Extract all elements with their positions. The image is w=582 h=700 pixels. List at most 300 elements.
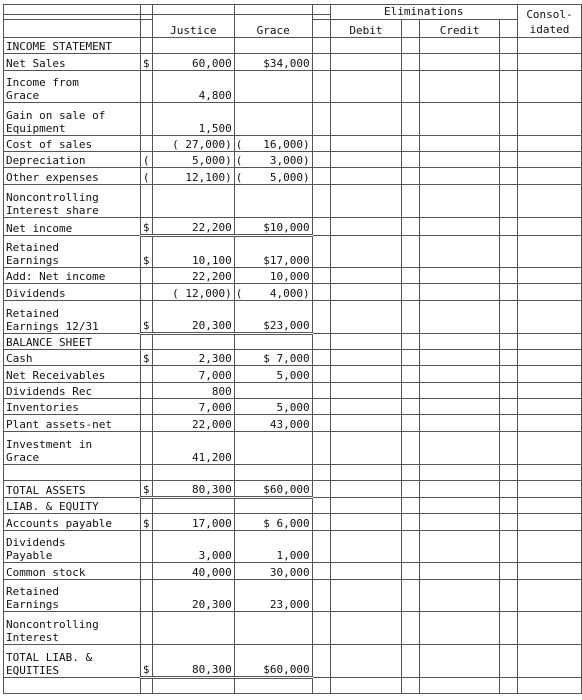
credit-amount-cell <box>420 366 500 383</box>
grace-amount: $17,000 <box>263 254 310 267</box>
grace-amount-cell <box>234 531 312 563</box>
worksheet-row <box>4 465 582 481</box>
consolidated-amount-cell <box>518 415 582 432</box>
justice-prefix-cell <box>140 136 152 152</box>
debit-ref-cell <box>312 38 330 54</box>
debit-amount-cell <box>330 563 402 580</box>
debit-amount-cell <box>330 103 402 136</box>
credit-ref-cell <box>402 334 420 350</box>
consolidated-ref-cell <box>500 236 518 268</box>
grace-amount-cell <box>234 678 312 694</box>
credit-amount-cell <box>420 301 500 334</box>
row-label <box>4 465 141 481</box>
justice-prefix-cell <box>140 415 152 432</box>
justice-header: Justice <box>152 15 234 38</box>
grace-amount: 23,000 <box>269 598 310 611</box>
credit-ref-cell <box>402 563 420 580</box>
grace-amount-cell <box>234 54 312 71</box>
consolidated-ref-cell <box>500 645 518 678</box>
justice-amount-cell: 20,300 <box>152 301 234 334</box>
debit-amount-cell <box>330 415 402 432</box>
justice-prefix-cell: $ <box>140 236 152 268</box>
justice-prefix-cell <box>140 71 152 103</box>
credit-amount-cell <box>420 383 500 399</box>
credit-ref-cell <box>402 38 420 54</box>
justice-prefix-cell <box>140 383 152 399</box>
grace-amount-cell <box>234 136 312 152</box>
justice-prefix-cell: $ <box>140 350 152 366</box>
grace-amount: 5,000) <box>269 171 310 184</box>
debit-ref-cell <box>312 136 330 152</box>
row-label: Inventories <box>4 399 141 415</box>
row-label <box>4 678 141 694</box>
credit-ref-cell <box>402 218 420 236</box>
debit-ref-cell <box>312 168 330 185</box>
debit-ref-cell <box>312 580 330 612</box>
debit-amount-cell <box>330 71 402 103</box>
debit-ref-cell <box>312 152 330 168</box>
row-label: Add: Net income <box>4 268 141 284</box>
justice-prefix-cell <box>140 103 152 136</box>
credit-ref-cell <box>402 580 420 612</box>
debit-ref-cell <box>312 350 330 366</box>
justice-prefix-cell: $ <box>140 218 152 236</box>
debit-ref-cell <box>312 366 330 383</box>
grace-amount-cell <box>234 366 312 383</box>
debit-ref-cell <box>312 612 330 645</box>
debit-ref-cell <box>312 103 330 136</box>
consolidated-amount-cell <box>518 236 582 268</box>
justice-amount-cell: 12,100) <box>152 168 234 185</box>
justice-amount-cell: 800 <box>152 383 234 399</box>
consolidated-amount-cell <box>518 465 582 481</box>
worksheet-row <box>4 678 582 694</box>
debit-ref-cell <box>312 531 330 563</box>
consolidated-ref-cell <box>500 185 518 218</box>
grace-header: Grace <box>234 15 312 38</box>
grace-amount-cell <box>234 152 312 168</box>
credit-ref-cell <box>402 531 420 563</box>
blank-header-cell <box>4 5 141 15</box>
consolidated-ref-cell <box>500 415 518 432</box>
credit-ref-cell <box>402 236 420 268</box>
debit-ref-cell <box>312 383 330 399</box>
debit-ref-cell <box>312 498 330 514</box>
grace-amount-cell <box>234 103 312 136</box>
debit-amount-cell <box>330 465 402 481</box>
credit-ref-cell <box>402 645 420 678</box>
worksheet-row <box>4 514 582 531</box>
consolidated-amount-cell <box>518 38 582 54</box>
grace-amount-cell <box>234 563 312 580</box>
credit-ref-cell <box>402 71 420 103</box>
credit-amount-cell <box>420 284 500 301</box>
debit-ref-cell <box>312 563 330 580</box>
justice-prefix-cell: $ <box>140 645 152 678</box>
worksheet-row <box>4 218 582 236</box>
row-label: Cost of sales <box>4 136 141 152</box>
debit-amount-cell <box>330 531 402 563</box>
grace-amount-cell <box>234 38 312 54</box>
grace-amount-cell <box>234 383 312 399</box>
row-label: Noncontrolling Interest share <box>4 185 141 218</box>
justice-prefix-cell <box>140 678 152 694</box>
consolidated-ref-cell <box>500 563 518 580</box>
grace-amount: $60,000 <box>263 483 310 496</box>
grace-amount: 5,000 <box>276 401 310 414</box>
credit-ref-cell <box>402 185 420 218</box>
grace-amount-cell <box>234 284 312 301</box>
consolidated-ref-cell <box>500 152 518 168</box>
debit-amount-cell <box>330 481 402 498</box>
consolidated-ref-cell <box>500 268 518 284</box>
consolidated-amount-cell <box>518 531 582 563</box>
worksheet-row <box>4 185 582 218</box>
debit-amount-cell <box>330 612 402 645</box>
consolidated-ref-cell <box>500 678 518 694</box>
debit-amount-cell <box>330 54 402 71</box>
grace-amount-cell <box>234 218 312 236</box>
grace-amount: 43,000 <box>269 418 310 431</box>
justice-prefix-cell <box>140 268 152 284</box>
credit-amount-cell <box>420 678 500 694</box>
justice-prefix-cell <box>140 399 152 415</box>
justice-amount-cell: 40,000 <box>152 563 234 580</box>
debit-header: Debit <box>330 20 402 38</box>
credit-ref-cell <box>402 612 420 645</box>
debit-amount-cell <box>330 514 402 531</box>
consolidated-amount-cell <box>518 563 582 580</box>
worksheet-row <box>4 284 582 301</box>
grace-amount: 16,000) <box>263 138 310 151</box>
worksheet-row <box>4 563 582 580</box>
justice-amount-cell: 7,000 <box>152 399 234 415</box>
credit-ref-cell <box>402 399 420 415</box>
justice-amount-cell: 22,200 <box>152 218 234 236</box>
credit-ref-cell <box>402 498 420 514</box>
consolidated-amount-cell <box>518 301 582 334</box>
credit-ref-cell <box>402 284 420 301</box>
grace-amount: 1,000 <box>276 549 310 562</box>
credit-amount-cell <box>420 136 500 152</box>
consolidated-amount-cell <box>518 432 582 465</box>
consolidated-amount-cell <box>518 678 582 694</box>
grace-amount: 5,000 <box>276 369 310 382</box>
justice-prefix-cell <box>140 334 152 350</box>
row-label: TOTAL ASSETS <box>4 481 141 498</box>
grace-amount: 10,000 <box>269 270 310 283</box>
justice-prefix-cell <box>140 38 152 54</box>
worksheet-row <box>4 334 582 350</box>
justice-amount-cell: ( 12,000) <box>152 284 234 301</box>
justice-amount-cell: 4,800 <box>152 71 234 103</box>
grace-amount: $ 7,000 <box>263 352 310 365</box>
consolidated-ref-cell <box>500 54 518 71</box>
justice-amount-cell: 22,000 <box>152 415 234 432</box>
justice-amount-cell <box>152 612 234 645</box>
worksheet-row <box>4 268 582 284</box>
row-label: Investment in Grace <box>4 432 141 465</box>
justice-amount-cell <box>152 678 234 694</box>
justice-prefix-cell <box>140 366 152 383</box>
credit-amount-cell <box>420 498 500 514</box>
worksheet-table <box>3 4 582 694</box>
consolidated-ref-cell <box>500 465 518 481</box>
justice-prefix-cell <box>140 284 152 301</box>
consolidated-ref-cell <box>500 334 518 350</box>
worksheet-row <box>4 645 582 678</box>
debit-amount-cell <box>330 185 402 218</box>
consolidated-amount-cell <box>518 103 582 136</box>
debit-ref-cell <box>312 185 330 218</box>
grace-prefix: ( <box>235 171 243 184</box>
debit-amount-cell <box>330 580 402 612</box>
debit-amount-cell <box>330 136 402 152</box>
consolidated-ref-cell <box>500 366 518 383</box>
grace-prefix: ( <box>235 287 243 300</box>
justice-prefix-cell: ( <box>140 168 152 185</box>
debit-ref-cell <box>312 54 330 71</box>
consolidated-ref-cell <box>500 399 518 415</box>
consolidated-ref-cell <box>500 136 518 152</box>
credit-ref-cell <box>402 152 420 168</box>
worksheet-row <box>4 399 582 415</box>
justice-amount-cell: 41,200 <box>152 432 234 465</box>
grace-amount: $23,000 <box>263 319 310 332</box>
row-label: BALANCE SHEET <box>4 334 141 350</box>
row-label: INCOME STATEMENT <box>4 38 141 54</box>
row-label: Noncontrolling Interest <box>4 612 141 645</box>
grace-amount-cell <box>234 645 312 678</box>
credit-ref-cell <box>402 103 420 136</box>
credit-amount-cell <box>420 185 500 218</box>
worksheet-row <box>4 38 582 54</box>
debit-amount-cell <box>330 383 402 399</box>
credit-ref-cell <box>402 366 420 383</box>
justice-amount-cell: 20,300 <box>152 580 234 612</box>
consolidated-amount-cell <box>518 399 582 415</box>
credit-ref-cell <box>402 432 420 465</box>
credit-amount-cell <box>420 465 500 481</box>
consolidated-ref-cell <box>500 383 518 399</box>
debit-amount-cell <box>330 218 402 236</box>
worksheet-row <box>4 498 582 514</box>
justice-prefix-cell <box>140 612 152 645</box>
row-label: Plant assets-net <box>4 415 141 432</box>
justice-amount-cell: 22,200 <box>152 268 234 284</box>
debit-ref-cell <box>312 465 330 481</box>
consolidated-ref-cell <box>500 514 518 531</box>
debit-amount-cell <box>330 152 402 168</box>
credit-amount-cell <box>420 38 500 54</box>
consolidated-amount-cell <box>518 152 582 168</box>
debit-amount-cell <box>330 645 402 678</box>
justice-amount-cell: 5,000) <box>152 152 234 168</box>
credit-ref-cell <box>402 301 420 334</box>
justice-amount-cell <box>152 498 234 514</box>
row-label: Cash <box>4 350 141 366</box>
row-label: Dividends <box>4 284 141 301</box>
worksheet-row <box>4 136 582 152</box>
consolidated-amount-cell <box>518 383 582 399</box>
blank-header-cell <box>234 5 312 15</box>
worksheet-row <box>4 71 582 103</box>
row-label: Net Receivables <box>4 366 141 383</box>
credit-amount-cell <box>420 334 500 350</box>
consolidated-amount-cell <box>518 612 582 645</box>
worksheet-row <box>4 612 582 645</box>
justice-amount-cell: 80,300 <box>152 481 234 498</box>
credit-amount-cell <box>420 645 500 678</box>
justice-amount-cell: 2,300 <box>152 350 234 366</box>
debit-ref-cell <box>312 645 330 678</box>
row-label: Retained Earnings <box>4 580 141 612</box>
consolidated-ref-cell <box>500 481 518 498</box>
justice-prefix-cell <box>140 465 152 481</box>
grace-amount: 4,000) <box>269 287 310 300</box>
credit-ref-cell <box>402 54 420 71</box>
credit-amount-cell <box>420 236 500 268</box>
justice-amount-cell: 10,100 <box>152 236 234 268</box>
consolidated-header: Consol- idated <box>518 5 582 38</box>
debit-amount-cell <box>330 334 402 350</box>
justice-amount-cell <box>152 185 234 218</box>
debit-ref-cell <box>312 432 330 465</box>
grace-amount-cell <box>234 185 312 218</box>
consolidated-amount-cell <box>518 366 582 383</box>
credit-amount-cell <box>420 415 500 432</box>
justice-amount-cell <box>152 334 234 350</box>
grace-amount-cell <box>234 399 312 415</box>
consolidated-amount-cell <box>518 54 582 71</box>
credit-amount-cell <box>420 481 500 498</box>
credit-amount-cell <box>420 268 500 284</box>
debit-amount-cell <box>330 678 402 694</box>
credit-amount-cell <box>420 350 500 366</box>
justice-prefix-cell: ( <box>140 152 152 168</box>
grace-amount-cell <box>234 268 312 284</box>
justice-prefix-cell <box>140 580 152 612</box>
grace-amount-cell <box>234 481 312 498</box>
consolidated-amount-cell <box>518 645 582 678</box>
debit-ref-cell <box>312 71 330 103</box>
consolidated-ref-cell <box>500 432 518 465</box>
credit-ref-cell <box>402 136 420 152</box>
grace-amount: 30,000 <box>269 566 310 579</box>
credit-ref-cell <box>402 481 420 498</box>
credit-amount-cell <box>420 168 500 185</box>
consolidated-amount-cell <box>518 350 582 366</box>
justice-prefix-cell: $ <box>140 54 152 71</box>
justice-prefix-cell <box>140 531 152 563</box>
grace-prefix: ( <box>235 154 243 167</box>
grace-amount-cell <box>234 236 312 268</box>
debit-amount-cell <box>330 38 402 54</box>
debit-amount-cell <box>330 236 402 268</box>
worksheet-row <box>4 301 582 334</box>
debit-ref-cell <box>312 481 330 498</box>
worksheet-row <box>4 415 582 432</box>
consolidated-ref-cell <box>500 350 518 366</box>
row-label: Net income <box>4 218 141 236</box>
worksheet-row <box>4 383 582 399</box>
row-label: Depreciation <box>4 152 141 168</box>
credit-ref-cell <box>402 415 420 432</box>
blank-header-cell <box>312 5 330 15</box>
grace-amount-cell <box>234 334 312 350</box>
worksheet-row <box>4 531 582 563</box>
credit-amount-cell <box>420 71 500 103</box>
row-label: TOTAL LIAB. & EQUITIES <box>4 645 141 678</box>
consolidated-ref-cell <box>500 498 518 514</box>
debit-ref-cell <box>312 236 330 268</box>
justice-amount-cell: 80,300 <box>152 645 234 678</box>
grace-amount-cell <box>234 71 312 103</box>
row-label: Common stock <box>4 563 141 580</box>
consolidated-amount-cell <box>518 71 582 103</box>
credit-ref-cell <box>402 268 420 284</box>
justice-prefix-cell: $ <box>140 301 152 334</box>
consolidated-amount-cell <box>518 580 582 612</box>
justice-amount-cell: 17,000 <box>152 514 234 531</box>
credit-amount-cell <box>420 514 500 531</box>
debit-amount-cell <box>330 284 402 301</box>
consolidated-amount-cell <box>518 284 582 301</box>
worksheet-row <box>4 366 582 383</box>
credit-ref-cell <box>402 514 420 531</box>
row-label: Net Sales <box>4 54 141 71</box>
justice-amount-cell: 3,000 <box>152 531 234 563</box>
grace-amount-cell <box>234 580 312 612</box>
debit-amount-cell <box>330 350 402 366</box>
grace-amount-cell <box>234 612 312 645</box>
grace-amount-cell <box>234 514 312 531</box>
grace-amount: 3,000) <box>269 154 310 167</box>
consolidated-amount-cell <box>518 136 582 152</box>
consolidated-amount-cell <box>518 481 582 498</box>
debit-amount-cell <box>330 498 402 514</box>
grace-prefix: ( <box>235 138 243 151</box>
worksheet-row <box>4 54 582 71</box>
debit-ref-cell <box>312 399 330 415</box>
consolidated-ref-cell <box>500 218 518 236</box>
debit-amount-cell <box>330 301 402 334</box>
debit-ref-cell <box>312 301 330 334</box>
justice-prefix-cell <box>140 498 152 514</box>
debit-amount-cell <box>330 366 402 383</box>
credit-amount-cell <box>420 432 500 465</box>
consolidated-ref-cell <box>500 38 518 54</box>
consolidated-ref-cell <box>500 71 518 103</box>
consolidated-ref-cell <box>500 612 518 645</box>
worksheet-row <box>4 432 582 465</box>
consolidated-amount-cell <box>518 498 582 514</box>
debit-ref-cell <box>312 268 330 284</box>
credit-header: Credit <box>420 20 500 38</box>
justice-amount-cell: 60,000 <box>152 54 234 71</box>
grace-amount-cell <box>234 168 312 185</box>
credit-ref-cell <box>402 465 420 481</box>
row-label: Other expenses <box>4 168 141 185</box>
grace-amount: $60,000 <box>263 663 310 676</box>
debit-ref-cell <box>312 514 330 531</box>
row-label: LIAB. & EQUITY <box>4 498 141 514</box>
credit-ref-cell <box>402 350 420 366</box>
credit-amount-cell <box>420 563 500 580</box>
row-label: Retained Earnings <box>4 236 141 268</box>
worksheet-row <box>4 350 582 366</box>
row-label: Income from Grace <box>4 71 141 103</box>
